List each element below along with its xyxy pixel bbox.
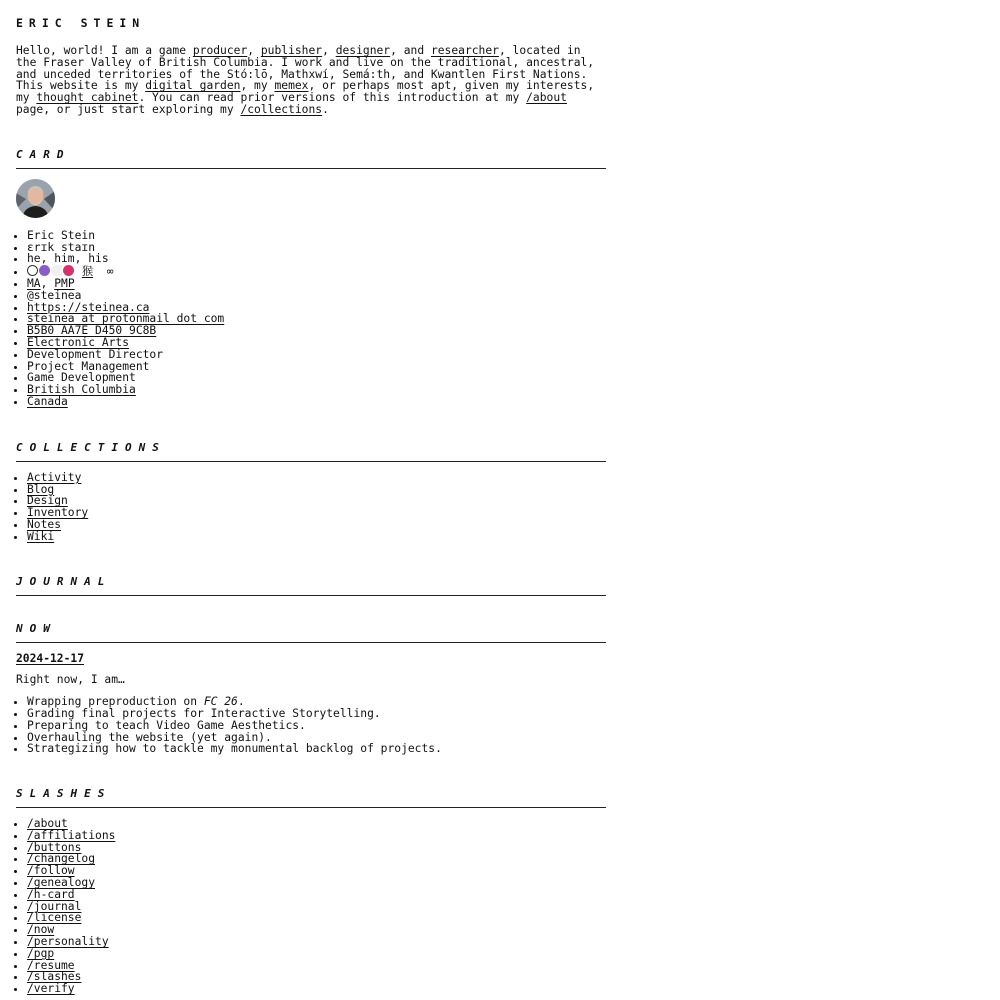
- collections-heading: COLLECTIONS: [16, 442, 606, 462]
- list-item: [27, 531, 606, 543]
- intro-text: .: [322, 102, 329, 116]
- slash-link-journal[interactable]: /journal: [27, 899, 82, 913]
- list-item: • Preparing to teach Video Game Aesthetics.: [27, 720, 606, 732]
- list-item: [27, 865, 606, 877]
- card-pronunciation: • ɛrɪk staɪn: [27, 242, 606, 254]
- collections-list: [16, 472, 606, 543]
- slash-link-verify[interactable]: /verify: [27, 982, 75, 996]
- infinity-symbol: ∞: [106, 265, 114, 279]
- list-item: [27, 877, 606, 889]
- slashes-list: [16, 818, 606, 995]
- collection-link-wiki[interactable]: Wiki: [27, 529, 55, 543]
- list-item: [27, 484, 606, 496]
- card-handle: • @steinea: [27, 290, 606, 302]
- intro-text: , or perhaps most apt, given my interests, my: [16, 79, 595, 105]
- list-item: [27, 936, 606, 948]
- list-item: [27, 472, 606, 484]
- list-item: [27, 495, 606, 507]
- card-skill: • Project Management: [27, 361, 606, 373]
- intro-text: page, or just start exploring my: [16, 102, 241, 116]
- collection-link-blog[interactable]: Blog: [27, 482, 55, 496]
- collection-link-notes[interactable]: Notes: [27, 517, 62, 531]
- card-pronouns: • he, him, his: [27, 253, 606, 265]
- now-list: [16, 696, 606, 755]
- degree-ma-link[interactable]: MA: [27, 276, 41, 290]
- intro-text: ,: [247, 44, 261, 57]
- list-item: [27, 971, 606, 983]
- capricorn-sign-icon: [39, 265, 50, 276]
- list-item: [27, 842, 606, 854]
- card-role: • Development Director: [27, 349, 606, 361]
- slash-link-pgp[interactable]: /pgp: [27, 946, 55, 960]
- publisher-link[interactable]: publisher: [260, 44, 323, 57]
- slash-link-about[interactable]: /about: [27, 817, 68, 831]
- now-item-text: .: [237, 695, 245, 709]
- list-item: [27, 889, 606, 901]
- card-heading: CARD: [16, 149, 606, 169]
- list-item: [27, 507, 606, 519]
- region-link[interactable]: British Columbia: [27, 383, 136, 397]
- journal-heading: JOURNAL: [16, 576, 606, 596]
- intro-text: ,: [322, 44, 336, 57]
- intro-text: , my: [240, 79, 275, 93]
- list-item: [27, 960, 606, 972]
- list-item: [27, 519, 606, 531]
- slash-link-buttons[interactable]: /buttons: [27, 840, 82, 854]
- card-org: [27, 337, 606, 349]
- intro-text: , and: [390, 44, 431, 57]
- list-item: [27, 983, 606, 995]
- now-date-link[interactable]: 2024-12-17: [16, 651, 85, 665]
- org-link[interactable]: Electronic Arts: [27, 335, 130, 349]
- degree-sep: ,: [40, 276, 55, 290]
- now-lead: Right now, I am…: [16, 673, 125, 687]
- list-item: • Grading final projects for Interactive Storytelling.: [27, 708, 606, 720]
- avatar-wrap: [16, 179, 606, 219]
- card-country: [27, 396, 606, 408]
- researcher-link[interactable]: researcher: [430, 44, 499, 57]
- intro-text: , located in the Fraser Valley of British Columbia. I work and live on the traditional, ancestral, and unceded territories of the Stó:lō, Mathxwí, Semá:th, and Kwantlen First Nations. This website is my: [16, 44, 595, 93]
- avatar[interactable]: [16, 179, 55, 218]
- about-link[interactable]: /about: [526, 91, 567, 105]
- designer-link[interactable]: designer: [335, 44, 391, 57]
- slash-link-slashes[interactable]: /slashes: [27, 970, 82, 984]
- digital-garden-link[interactable]: digital garden: [145, 79, 241, 93]
- list-item: [27, 853, 606, 865]
- list-item: • Overhauling the website (yet again).: [27, 732, 606, 744]
- moon-sign-icon: [51, 265, 62, 276]
- slash-link-license[interactable]: /license: [27, 911, 82, 925]
- card-skill: • Game Development: [27, 372, 606, 384]
- list-item: • Strategizing how to tackle my monumental backlog of projects.: [27, 743, 606, 755]
- intro-paragraph: [16, 45, 606, 116]
- website-link[interactable]: https://steinea.ca: [27, 300, 150, 314]
- card-degrees: [27, 278, 606, 290]
- list-item: [27, 924, 606, 936]
- list-item: [27, 948, 606, 960]
- intro-text: Hello, world! I am a game: [16, 44, 193, 57]
- slash-link-changelog[interactable]: /changelog: [27, 852, 96, 866]
- card-list: [16, 230, 606, 408]
- slash-link-personality[interactable]: /personality: [27, 935, 109, 949]
- slash-link-genealogy[interactable]: /genealogy: [27, 876, 96, 890]
- degree-pmp-link[interactable]: PMP: [54, 276, 75, 290]
- slash-link-follow[interactable]: /follow: [27, 864, 75, 878]
- memex-link[interactable]: memex: [274, 79, 309, 93]
- slashes-heading: SLASHES: [16, 788, 606, 808]
- slash-link-affiliations[interactable]: /affiliations: [27, 828, 116, 842]
- card-name: • Eric Stein: [27, 230, 606, 242]
- now-item-emphasis: FC 26: [203, 695, 238, 709]
- pisces-sign-icon: [63, 265, 74, 276]
- slash-link-now[interactable]: /now: [27, 923, 55, 937]
- card-region: [27, 384, 606, 396]
- now-item-text: Wrapping preproduction on: [27, 695, 204, 709]
- page: [16, 0, 606, 995]
- list-item: [27, 901, 606, 913]
- list-item: [27, 912, 606, 924]
- card-signs: [27, 265, 606, 278]
- collection-link-inventory[interactable]: Inventory: [27, 506, 89, 520]
- zodiac-link[interactable]: 猴: [81, 265, 94, 279]
- email-link[interactable]: steinea at protonmail dot com: [27, 312, 225, 326]
- sun-sign-icon: [27, 265, 38, 276]
- avatar-photo-icon: [16, 179, 55, 218]
- intro-text: . You can read prior versions of this introduction at my: [138, 91, 527, 105]
- list-item: [27, 830, 606, 842]
- thought-cabinet-link[interactable]: thought cabinet: [36, 91, 139, 105]
- now-heading: NOW: [16, 623, 606, 643]
- site-title: ERIC STEIN: [16, 16, 146, 30]
- producer-link[interactable]: producer: [192, 44, 248, 57]
- collection-link-design[interactable]: Design: [27, 494, 68, 508]
- collections-link[interactable]: /collections: [240, 102, 323, 116]
- pgp-key-link[interactable]: B5B0 AA7E D450 9C8B: [27, 324, 157, 338]
- country-link[interactable]: Canada: [27, 394, 68, 408]
- collection-link-activity[interactable]: Activity: [27, 470, 82, 484]
- slash-link-resume[interactable]: /resume: [27, 958, 75, 972]
- slash-link-h-card[interactable]: /h-card: [27, 887, 75, 901]
